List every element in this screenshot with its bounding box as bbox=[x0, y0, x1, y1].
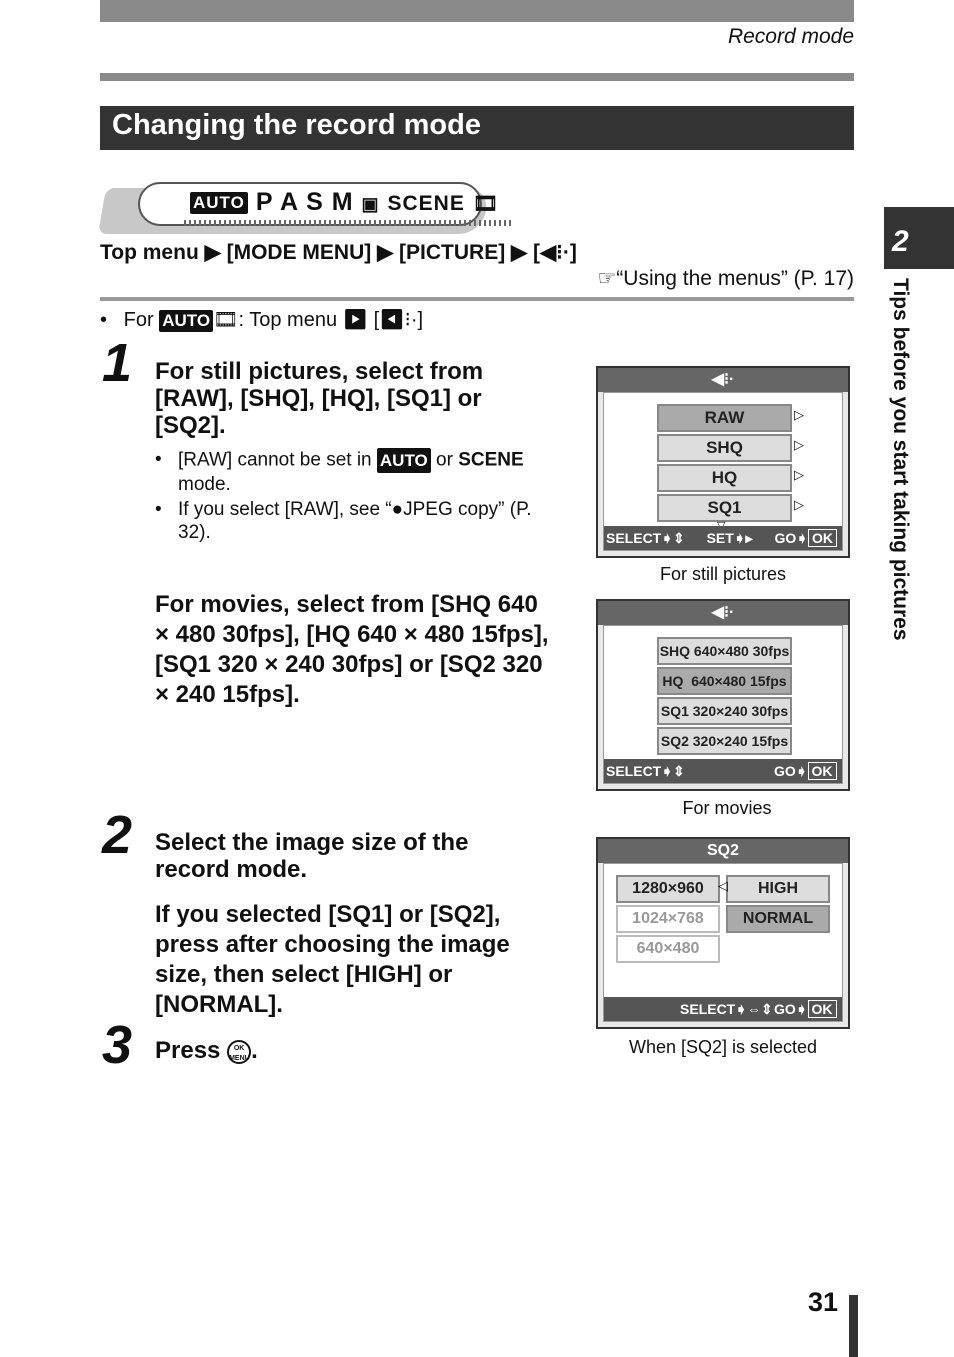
lcd-header: SQ2 bbox=[598, 839, 848, 863]
note-text: or bbox=[436, 449, 453, 471]
lcd-header bbox=[598, 601, 848, 625]
mode-dial-pill bbox=[138, 182, 500, 226]
quality-high[interactable]: HIGH bbox=[726, 875, 830, 903]
lcd-header bbox=[598, 368, 848, 392]
arrow-right-icon: ▷ bbox=[794, 497, 804, 512]
arrow-icon: ➧ bbox=[795, 1001, 808, 1017]
select-group bbox=[680, 997, 773, 1021]
ok-icon: OK bbox=[808, 1000, 837, 1018]
step-1-text: For still pictures, select from [RAW], [SHQ], [HQ], [SQ1] or [SQ2]. bbox=[155, 358, 484, 439]
arrow-right-icon: ▷ bbox=[794, 467, 804, 482]
go-ok-group bbox=[774, 997, 837, 1021]
size-1024[interactable]: 1024×768 bbox=[616, 905, 720, 933]
quality-icon: ◀⁝· bbox=[711, 371, 735, 388]
auto-icon: AUTO bbox=[377, 448, 431, 473]
page-bar bbox=[849, 1295, 858, 1357]
auto-note-text: : Top menu ▶ [◀⁝·] bbox=[238, 309, 424, 331]
option-hq-movie[interactable]: HQ 640×480 15fps bbox=[657, 667, 792, 695]
go-label: GO bbox=[774, 1001, 796, 1017]
option-shq[interactable]: SHQ bbox=[657, 434, 792, 462]
note-text: mode. bbox=[178, 474, 231, 495]
page-number: 31 bbox=[808, 1287, 839, 1317]
chapter-title: Tips before you start taking pictures bbox=[889, 278, 912, 641]
four-way-icon: ➧⇔⇕ bbox=[735, 1001, 773, 1017]
step-1-number: 1 bbox=[102, 333, 133, 393]
note-raw-restriction bbox=[155, 448, 555, 496]
bullet-icon: • bbox=[100, 309, 124, 331]
caption-still: For still pictures bbox=[659, 564, 787, 584]
reference-line bbox=[597, 266, 854, 291]
go-ok-group bbox=[774, 759, 837, 783]
auto-icon: AUTO bbox=[190, 192, 248, 214]
page-title: Changing the record mode bbox=[112, 109, 481, 141]
movie-icon: 🎞 bbox=[213, 309, 239, 331]
chapter-number: 2 bbox=[892, 225, 909, 258]
scene-label: SCENE bbox=[458, 449, 524, 471]
section-label: Record mode bbox=[727, 25, 854, 48]
step-3-number: 3 bbox=[102, 1015, 133, 1075]
size-1280[interactable]: 1280×960 bbox=[616, 875, 720, 903]
option-sq1-movie[interactable]: SQ1 320×240 30fps bbox=[657, 697, 792, 725]
note-raw-jpeg: • If you select [RAW], see “●JPEG copy” (P. 32). bbox=[155, 498, 555, 544]
screen-still bbox=[596, 366, 850, 558]
scene-label: SCENE bbox=[387, 192, 465, 215]
lcd-footer bbox=[604, 759, 842, 783]
option-shq-movie[interactable]: SHQ 640×480 30fps bbox=[657, 637, 792, 665]
mode-dial-graphic bbox=[102, 182, 500, 234]
option-hq[interactable]: HQ bbox=[657, 464, 792, 492]
arrow-icon: ➧ bbox=[795, 763, 808, 779]
arrow-icon: ➧ bbox=[796, 530, 808, 546]
screen-movies bbox=[596, 599, 850, 791]
updown-icon: ➧⇕ bbox=[661, 530, 685, 546]
note-text: [RAW] cannot be set in bbox=[178, 449, 372, 471]
step-3-text: Press bbox=[155, 1037, 221, 1064]
arrow-right-icon: ▷ bbox=[794, 407, 804, 422]
lcd-body bbox=[603, 863, 843, 1022]
reference-text: “Using the menus” (P. 17) bbox=[616, 267, 854, 290]
select-label: SELECT bbox=[680, 1001, 736, 1017]
step-3-line: Press OK MENU. bbox=[155, 1037, 258, 1064]
arrow-left-icon: ◁ bbox=[718, 878, 728, 893]
movies-instruction: For movies, select from [SHQ 640 × 480 30fps], [HQ 640 × 480 15fps], [SQ1 320 × 240 30fps] or [SQ2 320 × 240 15fps]. bbox=[155, 591, 549, 708]
chapter-tab bbox=[884, 207, 954, 269]
option-sq2-movie[interactable]: SQ2 320×240 15fps bbox=[657, 727, 792, 755]
reference-icon: ☞ bbox=[597, 267, 617, 290]
quality-normal[interactable]: NORMAL bbox=[726, 905, 830, 933]
updown-icon: ➧⇕ bbox=[661, 763, 685, 779]
quality-icon: ◀⁝· bbox=[711, 604, 735, 621]
my-mode-icon: ▣ bbox=[361, 194, 380, 214]
header-rule bbox=[100, 73, 854, 81]
auto-icon: AUTO bbox=[159, 310, 213, 332]
lcd-footer bbox=[604, 997, 842, 1021]
lcd-body bbox=[603, 392, 843, 551]
ok-icon: OK bbox=[808, 762, 837, 780]
title-bar bbox=[100, 106, 854, 150]
go-label: GO bbox=[774, 763, 796, 779]
dial-ticks bbox=[184, 220, 512, 226]
auto-note bbox=[100, 307, 423, 332]
mode-dial-text bbox=[190, 188, 499, 217]
option-sq1[interactable]: SQ1 bbox=[657, 494, 792, 522]
lcd-footer bbox=[604, 526, 842, 550]
menu-path: Top menu ▶ [MODE MENU] ▶ [PICTURE] ▶ [◀⁝·] bbox=[100, 241, 577, 264]
ok-menu-button-icon: OK MENU bbox=[227, 1040, 251, 1064]
path-rule bbox=[100, 297, 854, 301]
step-2-extra: If you selected [SQ1] or [SQ2], press after choosing the image size, then select [HIGH] or [NORMAL]. bbox=[155, 901, 510, 1018]
caption-movies: For movies bbox=[682, 798, 772, 818]
caption-sq2: When [SQ2] is selected bbox=[628, 1037, 818, 1057]
go-label: GO bbox=[774, 530, 797, 546]
select-label: SELECT bbox=[606, 530, 662, 546]
right-key-icon: ➧▸ bbox=[733, 530, 753, 546]
select-label: SELECT bbox=[606, 763, 662, 779]
size-640[interactable]: 640×480 bbox=[616, 935, 720, 963]
set-label: SET bbox=[706, 530, 734, 546]
movie-icon: 🎞 bbox=[472, 193, 500, 215]
ok-icon: OK bbox=[808, 529, 837, 547]
header-bar bbox=[100, 0, 854, 22]
auto-note-prefix: For bbox=[123, 309, 154, 331]
screen-sq2 bbox=[596, 837, 850, 1029]
option-raw[interactable]: RAW bbox=[657, 404, 792, 432]
lcd-body bbox=[603, 625, 843, 784]
step-2-number: 2 bbox=[102, 805, 133, 865]
mode-letters: P A S M bbox=[255, 188, 354, 216]
arrow-right-icon: ▷ bbox=[794, 437, 804, 452]
step-2-text: Select the image size of the record mode. bbox=[155, 829, 469, 883]
step-1-notes bbox=[155, 448, 555, 546]
